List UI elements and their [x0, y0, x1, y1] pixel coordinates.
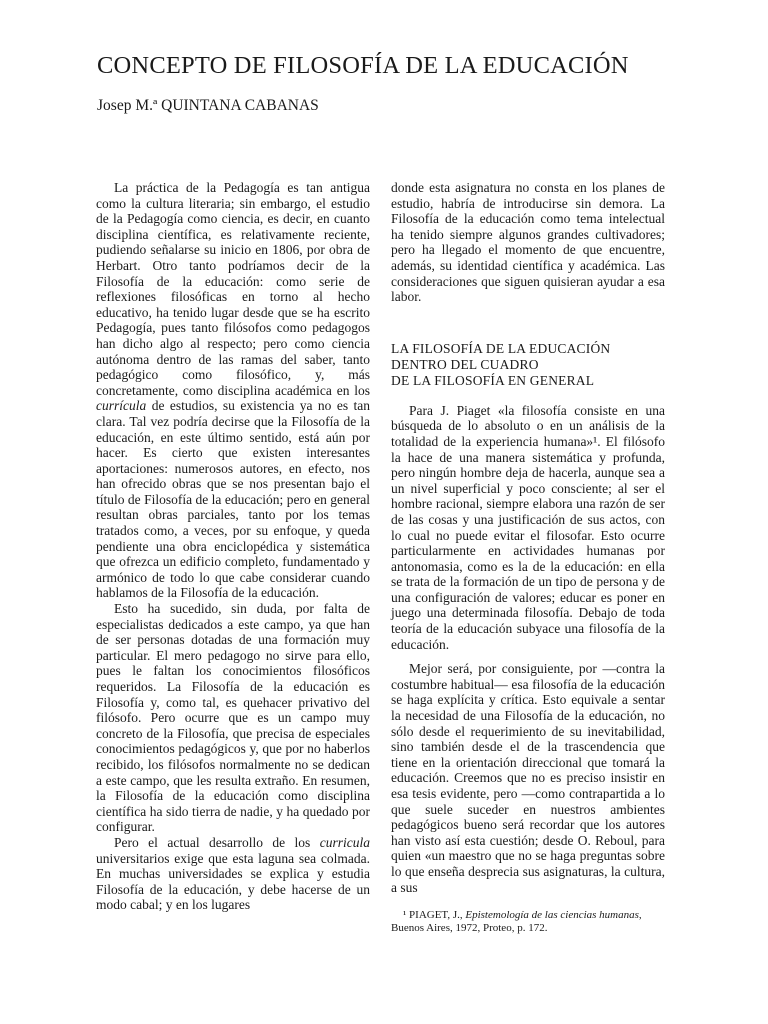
article-title: CONCEPTO DE FILOSOFÍA DE LA EDUCACIÓN	[97, 52, 629, 79]
paragraph: La práctica de la Pedagogía es tan antigua como la cultura literaria; sin embargo, el estudio de la Pedagogía como ciencia, es decir, en cuanto disciplina científica, es relativamente reciente, pudiendo señalarse su inicio en 1806, por obra de Herbart. Otro tanto podríamos decir de la Filosofía de la educación: como serie de reflexiones filosóficas en torno al hecho educativo, ha tenido lugar desde que se ha escrito Pedagogía, pues tanto filósofos como pedagogos han dicho algo al respecto; pero como ciencia autónoma dentro de las ramas del saber, tanto pedagógico como filosófico, y, más concretamente, como disciplina académica en los currícula de estudios, su existencia ya no es tan clara. Tal vez podría decirse que la Filosofía de la educación, en este último sentido, está aún por hacer. Es cierto que existen interesantes aportaciones: numerosos autores, en efecto, nos han ofrecido obras que se nos presentan bajo el título de Filosofía de la educación; pero en general resultan obras parciales, tanto por los temas tratados como, a veces, por su enfoque, y queda pendiente una obra enciclopédica y sistemática que ofrezca un edificio completo, fundamentado y armónico de todo lo que cabe considerar cuando hablamos de la Filosofía de la educación.	[96, 180, 371, 601]
right-column	[391, 180, 665, 935]
section-heading: LA FILOSOFÍA DE LA EDUCACIÓN DENTRO DEL CUADRO DE LA FILOSOFÍA EN GENERAL	[391, 340, 611, 388]
article-author: Josep M.ª QUINTANA CABANAS	[97, 97, 319, 114]
left-column	[96, 180, 370, 913]
paragraph: Mejor será, por consiguiente, por —contra la costumbre habitual— esa filosofía de la educación se haga explícita y crítica. Esto equivale a sentar la necesidad de una Filosofía de la educación, no sólo desde el requerimiento de su inevitabilidad, sino también desde el de la trascendencia que tiene en la orientación direccional que tomará la educación. Creemos que no es preciso insistir en esa tesis evidente, pero —como contrapartida a lo que suele suceder en nuestros ambientes pedagógicos bueno será recordar que los autores han visto así esta cuestión; desde O. Reboul, para quien «un maestro que no se haga preguntas sobre lo que enseña desprecia sus asignaturas, la cultura, a sus	[391, 661, 665, 895]
paragraph: donde esta asignatura no consta en los planes de estudio, habría de introducirse sin demora. La Filosofía de la educación como tema intelectual ha tenido siempre algunos grandes cultivadores; pero ha llegado el momento de que encuentre, además, su identidad científica y académica. Las consideraciones que siguen quisieran ayudar a esa labor.	[391, 180, 665, 305]
paragraph: Para J. Piaget «la filosofía consiste en una búsqueda de lo absoluto o en un análisis de la totalidad de la experiencia humana»¹. El filósofo la hace de una manera sistemática y profunda, pero ningún hombre deja de hacerla, aunque sea a un nivel superficial y poco consciente; al ser el hombre racional, siempre elabora una razón de ser de las cosas y una justificación de sus actos, con lo cual no puede evitar el filosofar. Esto ocurre particularmente en actividades humanas por antonomasia, como es la de la educación: en ella se trata de la formación de un tipo de persona y de una configuración de valores; educar es poner en juego una determinada filosofía. Debajo de toda teoría de la educación subyace una filosofía de la educación.	[391, 402, 665, 652]
paragraph: Pero el actual desarrollo de los curricula universitarios exige que esta laguna sea colmada. En muchas universidades se explica y estudia Filosofía de la educación, y debe hacerse de un modo cabal; y en los lugares	[96, 834, 371, 913]
footnote: ¹ PIAGET, J., Epistemología de las ciencias humanas, Buenos Aires, 1972, Proteo, p. 172.	[391, 909, 642, 935]
paragraph: Esto ha sucedido, sin duda, por falta de especialistas dedicados a este campo, ya que han de ser personas dotadas de una formación muy particular. El mero pedagogo no sirve para ello, pues le faltan los conocimientos filosóficos requeridos. La Filosofía de la educación es Filosofía y, como tal, es quehacer privativo del filósofo. Pero ocurre que es un campo muy concreto de la Filosofía, que precisa de especiales conocimientos pedagógicos y, que por no haberlos recibido, los filósofos normalmente no se dedican a este campo, que les resulta extraño. En resumen, la Filosofía de la educación como disciplina científica ha sido tierra de nadie, y ha quedado por configurar.	[96, 601, 370, 835]
